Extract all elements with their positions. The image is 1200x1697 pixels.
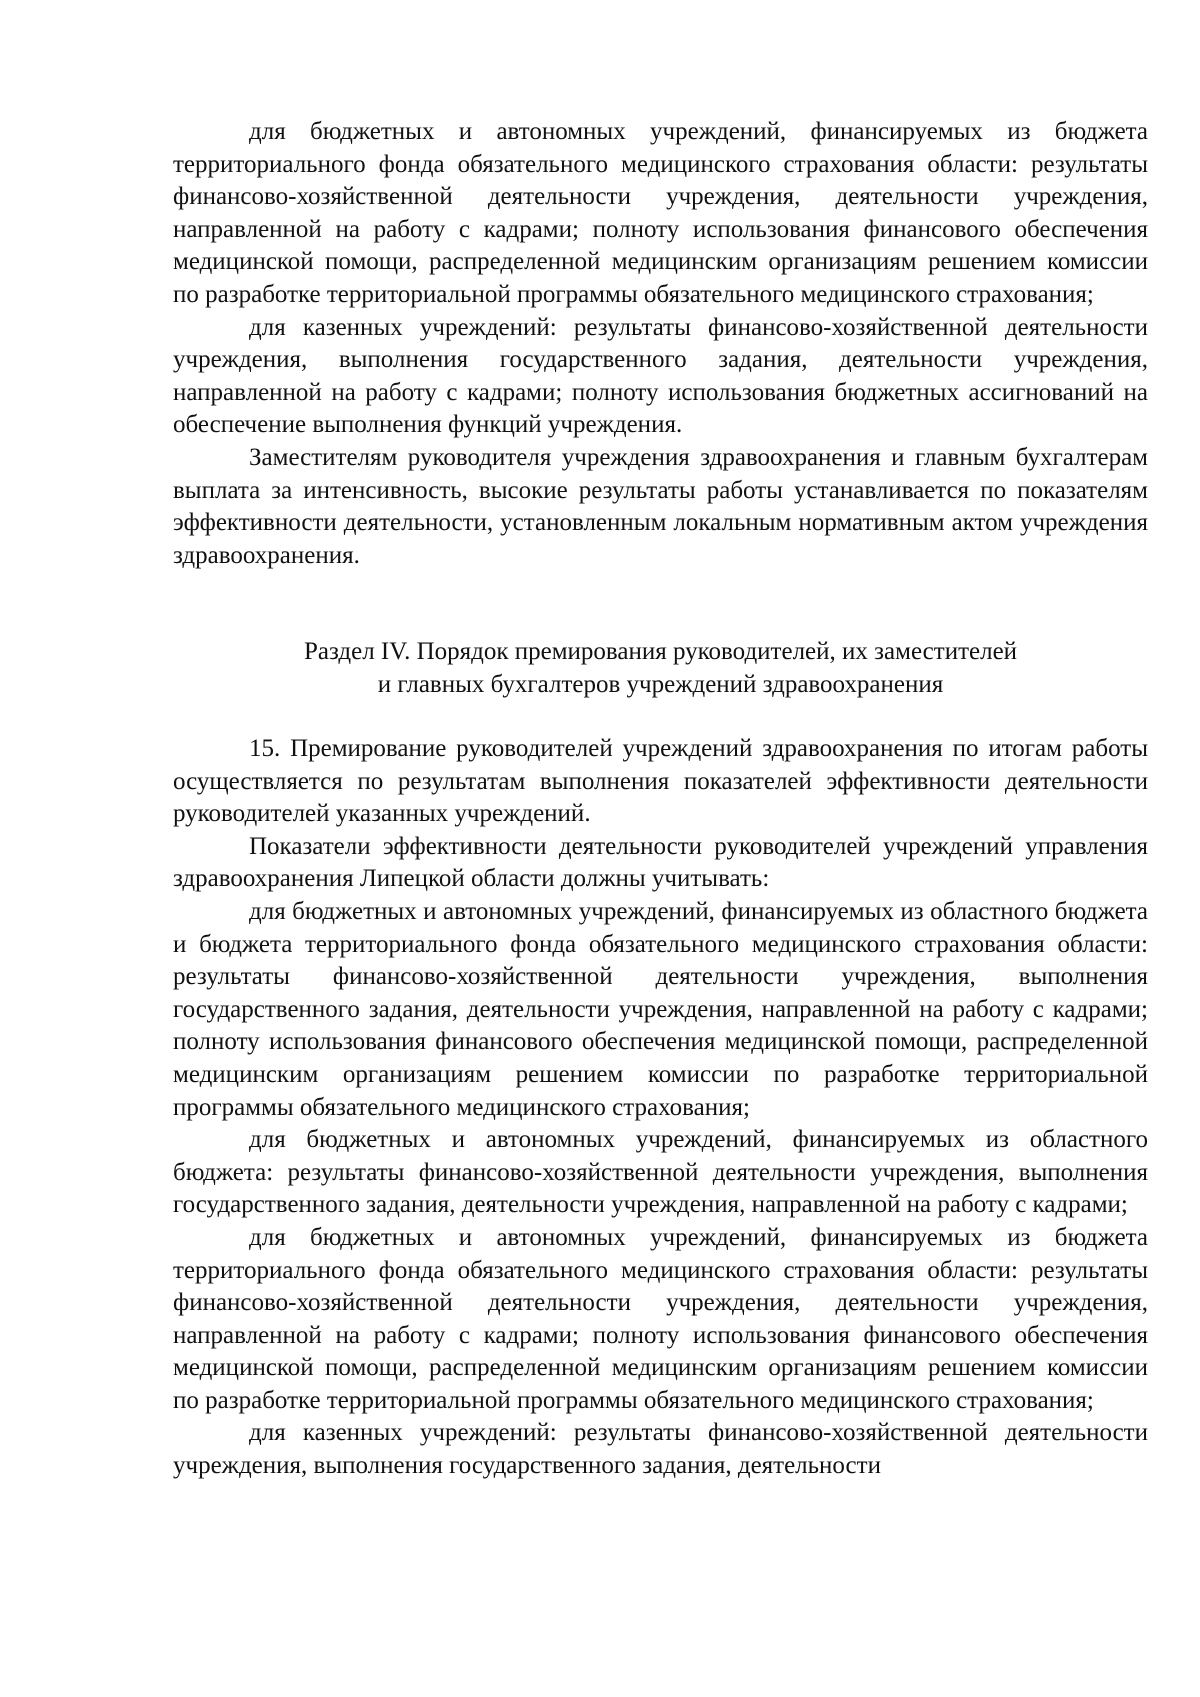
paragraph: для казенных учреждений: результаты финансово-хозяйственной деятельности учреждения, выполнения государственного задания, деятельности [173,1419,1148,1480]
paragraph: Показатели эффективности деятельности руководителей учреждений управления здравоохранения Липецкой области должны учитывать: [173,832,1148,893]
section-heading [173,636,1148,701]
section-heading-line-2: и главных бухгалтеров учреждений здравоохранения [377,670,944,698]
paragraph: для бюджетных и автономных учреждений, финансируемых из областного бюджета и бюджета территориального фонда обязательного медицинского страхования области: результаты финансово-хозяйственной деятельности учреждения, выполнения государственного задания, деятельности учреждения, направленной на работу с кадрами; полноту использования финансового обеспечения медицинской помощи, распределенной медицинским организациям решением комиссии по разработке территориальной программы обязательного медицинского страхования; [173,897,1148,1121]
paragraph: для казенных учреждений: результаты финансово-хозяйственной деятельности учреждения, выполнения государственного задания, деятельности учреждения, направленной на работу с кадрами; полноту использования бюджетных ассигнований на обеспечение выполнения функций учреждения. [173,313,1148,439]
section-heading-line-1: Раздел IV. Порядок премирования руководителей, их заместителей [303,638,1018,665]
text-block-before-heading [173,116,1148,572]
paragraph: для бюджетных и автономных учреждений, финансируемых из областного бюджета: результаты финансово-хозяйственной деятельности учреждения, выполнения государственного задания, деятельности учреждения, направленной на работу с кадрами; [173,1126,1148,1219]
paragraph: Заместителям руководителя учреждения здравоохранения и главным бухгалтерам выплата за интенсивность, высокие результаты работы устанавливается по показателям эффективности деятельности, установленным локальным нормативным актом учреждения здравоохранения. [173,443,1148,569]
paragraph: 15. Премирование руководителей учреждений здравоохранения по итогам работы осуществляется по результатам выполнения показателей эффективности деятельности руководителей указанных учреждений. [173,735,1148,828]
text-block-after-heading [173,733,1148,1483]
paragraph: для бюджетных и автономных учреждений, финансируемых из бюджета территориального фонда обязательного медицинского страхования области: результаты финансово-хозяйственной деятельности учреждения, деятельности учреждения, направленной на работу с кадрами; полноту использования финансового обеспечения медицинской помощи, распределенной медицинским организациям решением комиссии по разработке территориальной программы обязательного медицинского страхования; [173,1223,1148,1414]
paragraph: для бюджетных и автономных учреждений, финансируемых из бюджета территориального фонда обязательного медицинского страхования области: результаты финансово-хозяйственной деятельности учреждения, деятельности учреждения, направленной на работу с кадрами; полноту использования финансового обеспечения медицинской помощи, распределенной медицинским организациям решением комиссии по разработке территориальной программы обязательного медицинского страхования; [173,118,1148,308]
